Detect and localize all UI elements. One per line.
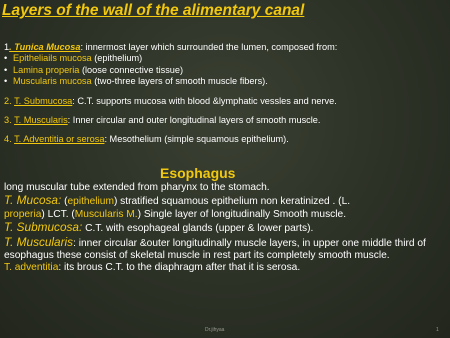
bullet-icon: • xyxy=(4,53,8,64)
section-adventitia xyxy=(4,134,446,145)
section-number: 2. xyxy=(4,95,15,106)
section-name: T. Adventitia or serosa xyxy=(14,134,105,145)
bullet-term: Epitheliails mucosa xyxy=(13,53,92,64)
section-name: T. Submucosa xyxy=(14,95,73,106)
spacer xyxy=(4,126,446,134)
term: epithelium xyxy=(67,196,114,208)
esophagus-submucosa xyxy=(4,221,446,235)
layer-text: C.T. with esophageal glands (upper & lower parts). xyxy=(82,223,314,235)
section-muscularis xyxy=(4,115,446,126)
layer-label: T. adventitia xyxy=(4,262,59,274)
section-number: 4. xyxy=(4,134,15,145)
esophagus-heading: Esophagus xyxy=(160,165,236,181)
bullet-text: (epithelium) xyxy=(91,53,143,64)
list-item xyxy=(4,76,446,87)
layer-text: ( xyxy=(61,196,68,208)
esophagus-adventitia xyxy=(4,262,446,274)
section-name: . Tunica Mucosa xyxy=(9,42,81,52)
section-text: : Inner circular and outer longitudinal layers of smooth muscle. xyxy=(67,115,321,126)
bullet-icon: • xyxy=(4,64,8,75)
layer-text: ) LCT. ( xyxy=(41,208,75,220)
layer-label: T. Muscularis xyxy=(4,234,74,249)
layer-text: : inner circular &outer longitudinally muscle layers, in upper one middle third of esophagus these consist of skeletal muscle in rest part its completely smooth muscle. xyxy=(4,237,426,262)
esophagus-mucosa xyxy=(4,194,446,221)
section-number: 1 xyxy=(4,42,10,52)
layer-label: T. Mucosa: xyxy=(4,193,62,208)
page-number: 1 xyxy=(436,327,439,333)
section-mucosa xyxy=(4,42,446,53)
section-submucosa xyxy=(4,96,446,107)
list-item xyxy=(4,65,446,76)
bullet-text: (loose connective tissue) xyxy=(79,64,184,75)
footer-author: Dr.jihyaa xyxy=(205,327,225,333)
list-item xyxy=(4,53,446,64)
slide-title: Layers of the wall of the alimentary canal xyxy=(2,2,305,19)
bullet-text: (two-three layers of smooth muscle fibers). xyxy=(91,76,268,87)
term: Muscularis M. xyxy=(74,208,138,220)
esophagus-intro: long muscular tube extended from pharynx to the stomach. xyxy=(4,182,270,193)
bullet-term: Lamina properia xyxy=(13,64,80,75)
term: properia xyxy=(4,208,42,220)
esophagus-muscularis xyxy=(4,236,446,263)
layer-text: ) Single layer of longitudinally Smooth muscle. xyxy=(137,208,347,220)
section-text: : C.T. supports mucosa with blood &lymphatic vessles and nerve. xyxy=(72,95,337,106)
layer-label: T. Submucosa: xyxy=(4,220,83,235)
bullet-icon: • xyxy=(4,76,8,87)
section-text: : innermost layer which surrounded the lumen, composed from: xyxy=(80,42,338,52)
section-number: 3. xyxy=(4,115,15,126)
spacer xyxy=(4,107,446,115)
section-text: : Mesothelium (simple squamous epithelium). xyxy=(104,134,289,145)
layers-list xyxy=(4,42,446,146)
esophagus-text xyxy=(4,182,446,275)
mucosa-bullets xyxy=(4,53,446,87)
layer-text: ) stratified squamous epithelium non keratinized . (L. xyxy=(113,196,351,208)
spacer xyxy=(4,88,446,96)
bullet-term: Muscularis mucosa xyxy=(13,76,92,87)
layer-text: : its brous C.T. to the diaphragm after that it is serosa. xyxy=(58,262,301,274)
section-name: T. Muscularis xyxy=(14,115,68,126)
